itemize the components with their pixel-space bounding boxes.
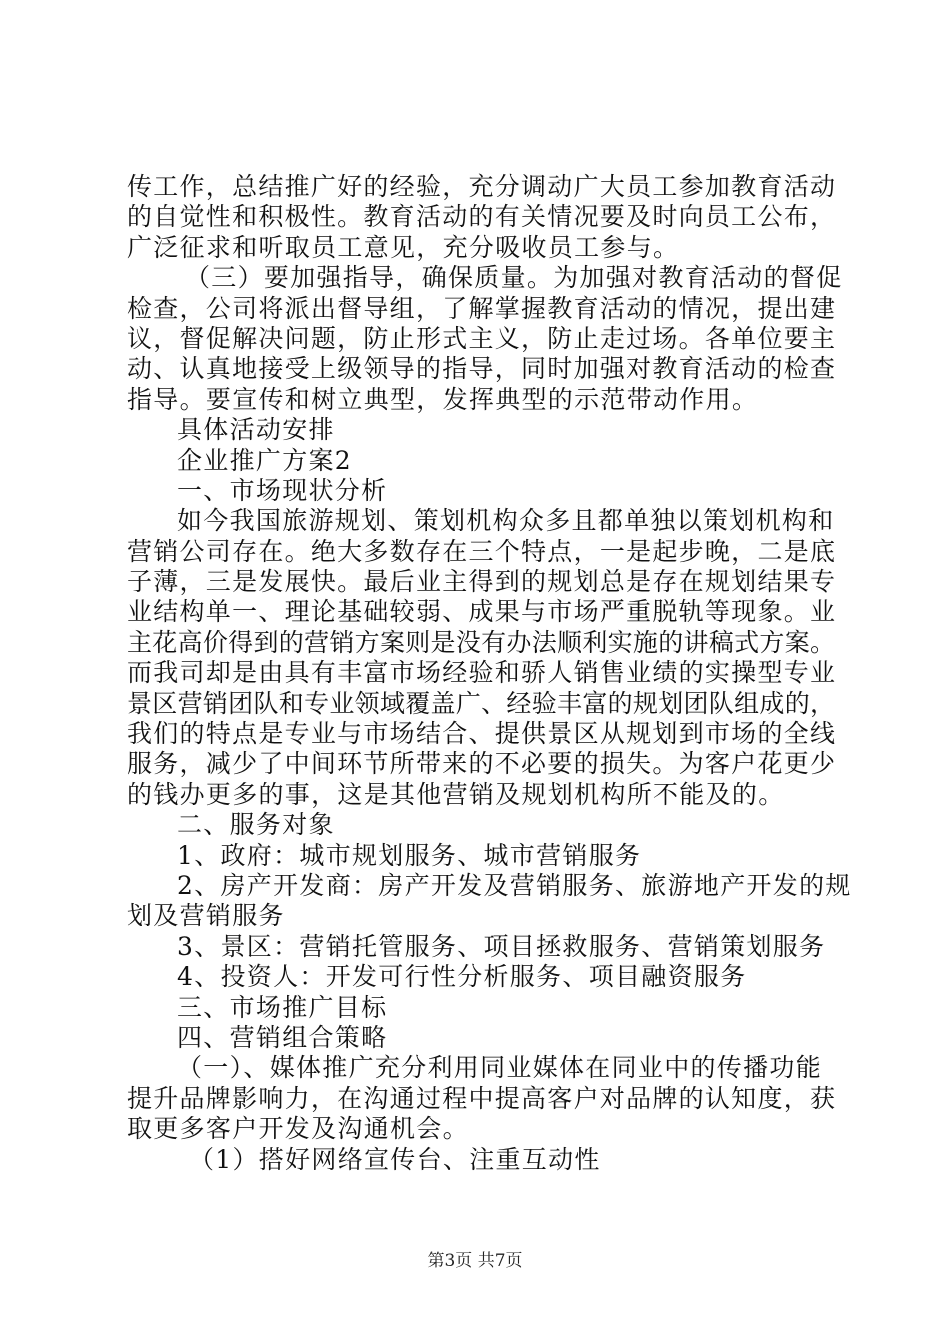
text-line: （三）要加强指导，确保质量。为加强对教育活动的督促 (185, 263, 843, 293)
section-heading: 一、市场现状分析 (177, 475, 388, 505)
text-line: 子薄，三是发展快。最后业主得到的规划总是存在规划结果专 (127, 567, 835, 597)
section-heading: 企业推广方案2 (177, 445, 353, 475)
list-item: 1、政府：城市规划服务、城市营销服务 (177, 840, 642, 870)
section-heading: 二、服务对象 (177, 810, 335, 840)
text-line: 如今我国旅游规划、策划机构众多且都单独以策划机构和 (177, 506, 835, 536)
document-body (127, 172, 852, 1175)
text-line: 划及营销服务 (127, 901, 285, 931)
list-item: 4、投资人：开发可行性分析服务、项目融资服务 (177, 962, 747, 992)
text-line: 取更多客户开发及沟通机会。 (127, 1114, 469, 1144)
section-heading: 具体活动安排 (177, 415, 335, 445)
text-line: 广泛征求和听取员工意见，充分吸收员工参与。 (127, 232, 680, 262)
list-item: 2、房产开发商：房产开发及营销服务、旅游地产开发的规 (177, 870, 852, 900)
section-heading: 四、营销组合策略 (177, 1022, 388, 1052)
text-line: 我们的特点是专业与市场结合、提供景区从规划到市场的全线 (127, 719, 835, 749)
text-line: 而我司却是由具有丰富市场经验和骄人销售业绩的实操型专业 (127, 658, 835, 688)
page-number: 第3页 共7页 (427, 1251, 523, 1271)
text-line: 主花高价得到的营销方案则是没有办法顺利实施的讲稿式方案。 (127, 627, 835, 657)
text-line: 营销公司存在。绝大多数存在三个特点，一是起步晚，二是底 (127, 536, 835, 566)
text-line: 动、认真地接受上级领导的指导，同时加强对教育活动的检查 (127, 354, 835, 384)
text-line: 检查，公司将派出督导组，了解掌握教育活动的情况，提出建 (127, 293, 835, 323)
text-line: 传工作，总结推广好的经验，充分调动广大员工参加教育活动 (127, 172, 835, 201)
list-item: 3、景区：营销托管服务、项目拯救服务、营销策划服务 (177, 931, 826, 961)
text-line: 提升品牌影响力，在沟通过程中提高客户对品牌的认知度，获 (127, 1083, 835, 1113)
section-heading: 三、市场推广目标 (177, 992, 388, 1022)
text-line: 景区营销团队和专业领域覆盖广、经验丰富的规划团队组成的， (127, 688, 835, 718)
text-line: 指导。要宣传和树立典型，发挥典型的示范带动作用。 (127, 384, 759, 414)
text-line: 业结构单一、理论基础较弱、成果与市场严重脱轨等现象。业 (127, 597, 835, 627)
text-line: （一）、媒体推广充分利用同业媒体在同业中的传播功能 (177, 1053, 823, 1083)
text-line: 的钱办更多的事，这是其他营销及规划机构所不能及的。 (127, 779, 785, 809)
list-item: （1）搭好网络宣传台、注重互动性 (189, 1144, 601, 1174)
text-line: 议，督促解决问题，防止形式主义，防止走过场。各单位要主 (127, 323, 835, 353)
text-line: 的自觉性和积极性。教育活动的有关情况要及时向员工公布， (127, 202, 835, 232)
text-line: 服务，减少了中间环节所带来的不必要的损失。为客户花更少 (127, 749, 835, 779)
